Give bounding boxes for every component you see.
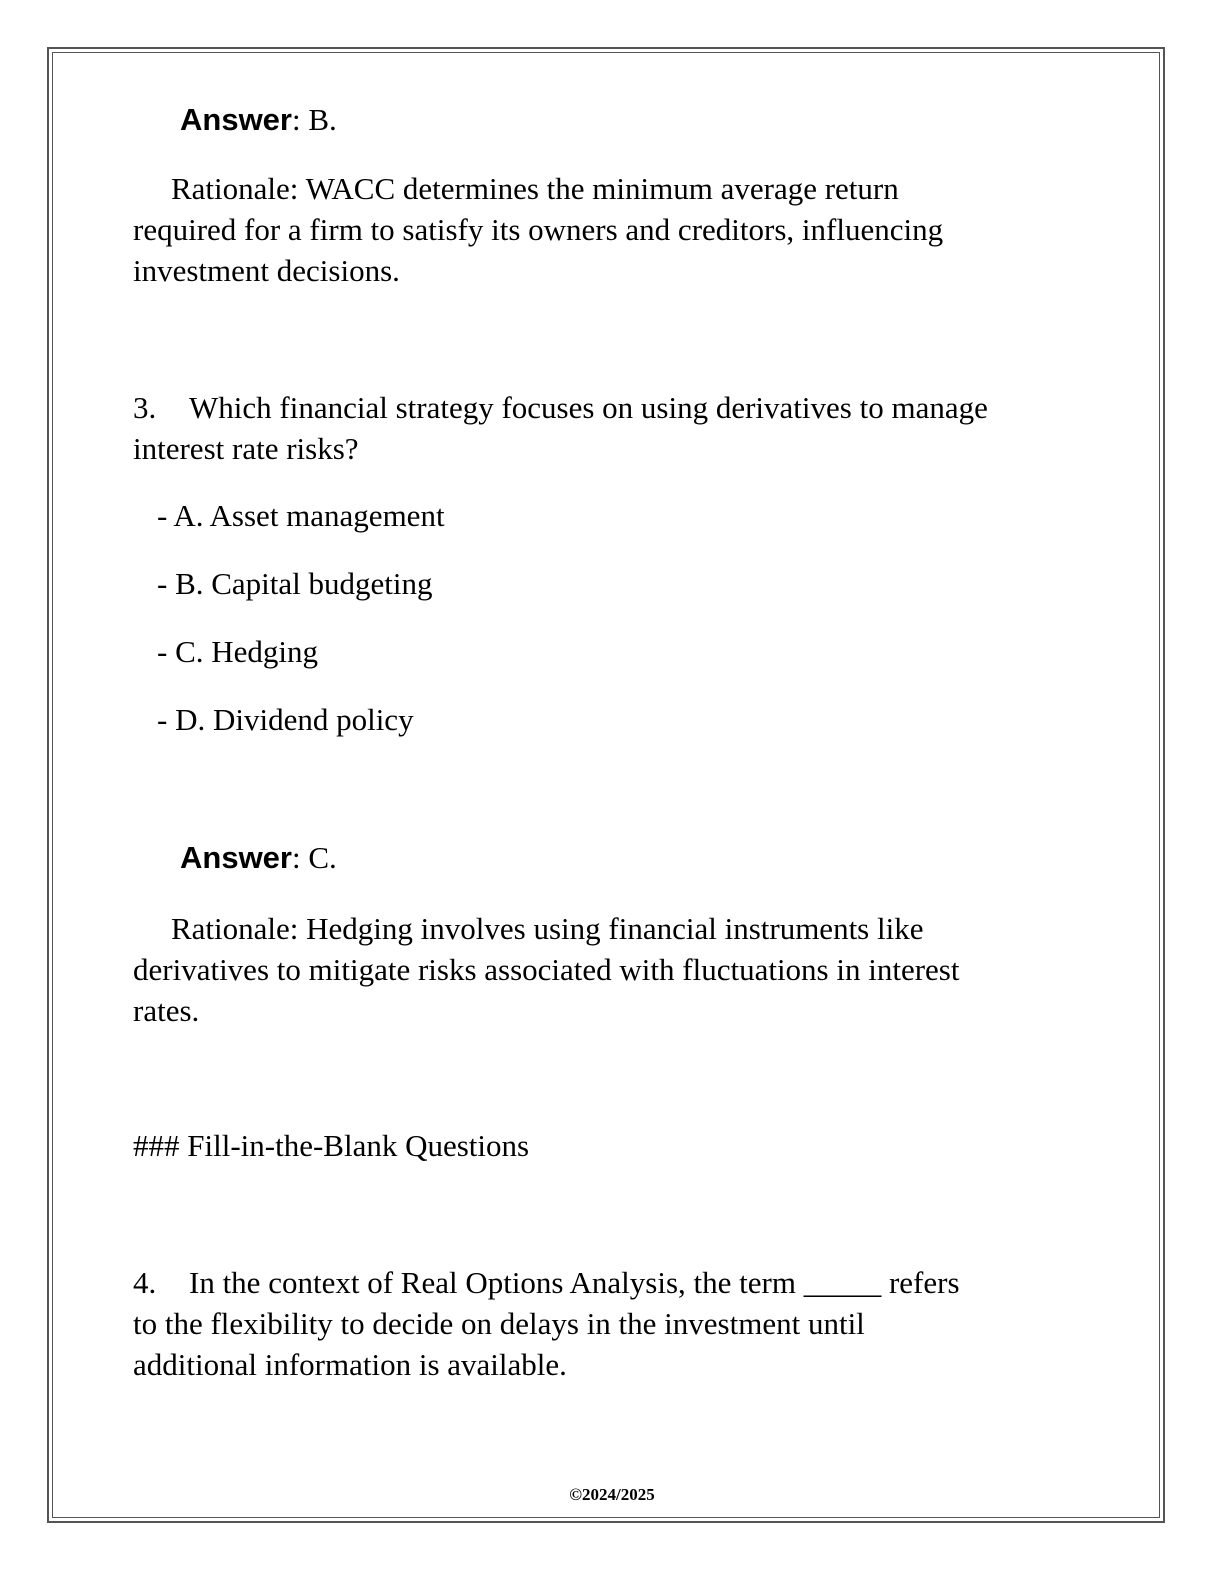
answer-label: Answer (180, 840, 292, 875)
option-b: - B. Capital budgeting (157, 566, 433, 601)
rationale-line: derivatives to mitigate risks associated with fluctuations in interest (133, 952, 960, 987)
rationale-1 (133, 168, 943, 291)
section-heading: ### Fill-in-the-Blank Questions (133, 1128, 530, 1163)
answer-value: : C. (291, 840, 337, 875)
answer-line-1 (180, 100, 337, 140)
question-line: 3. Which financial strategy focuses on using derivatives to manage (133, 387, 988, 428)
copyright-footer: ©2024/2025 (569, 1485, 655, 1504)
answer-label: Answer (180, 102, 292, 137)
option-a: - A. Asset management (157, 498, 445, 533)
question-line: additional information is available. (133, 1347, 567, 1382)
option-d: - D. Dividend policy (157, 702, 414, 737)
answer-line-2 (180, 838, 337, 878)
option-c: - C. Hedging (157, 634, 319, 669)
rationale-line: Rationale: WACC determines the minimum average return (171, 171, 899, 206)
question-line: 4. In the context of Real Options Analysis, the term _____ refers (133, 1262, 960, 1303)
rationale-2 (133, 908, 959, 1031)
rationale-line: Rationale: Hedging involves using financial instruments like (171, 911, 924, 946)
question-number: 3. (133, 390, 157, 425)
question-3 (133, 387, 988, 469)
question-4 (133, 1262, 960, 1385)
question-line: to the flexibility to decide on delays in the investment until (133, 1306, 865, 1341)
answer-value: : B. (291, 102, 337, 137)
question-number: 4. (133, 1265, 157, 1300)
question-line: interest rate risks? (133, 431, 359, 466)
rationale-line: required for a firm to satisfy its owners and creditors, influencing (133, 212, 944, 247)
rationale-line: rates. (133, 993, 200, 1028)
rationale-line: investment decisions. (133, 253, 400, 288)
